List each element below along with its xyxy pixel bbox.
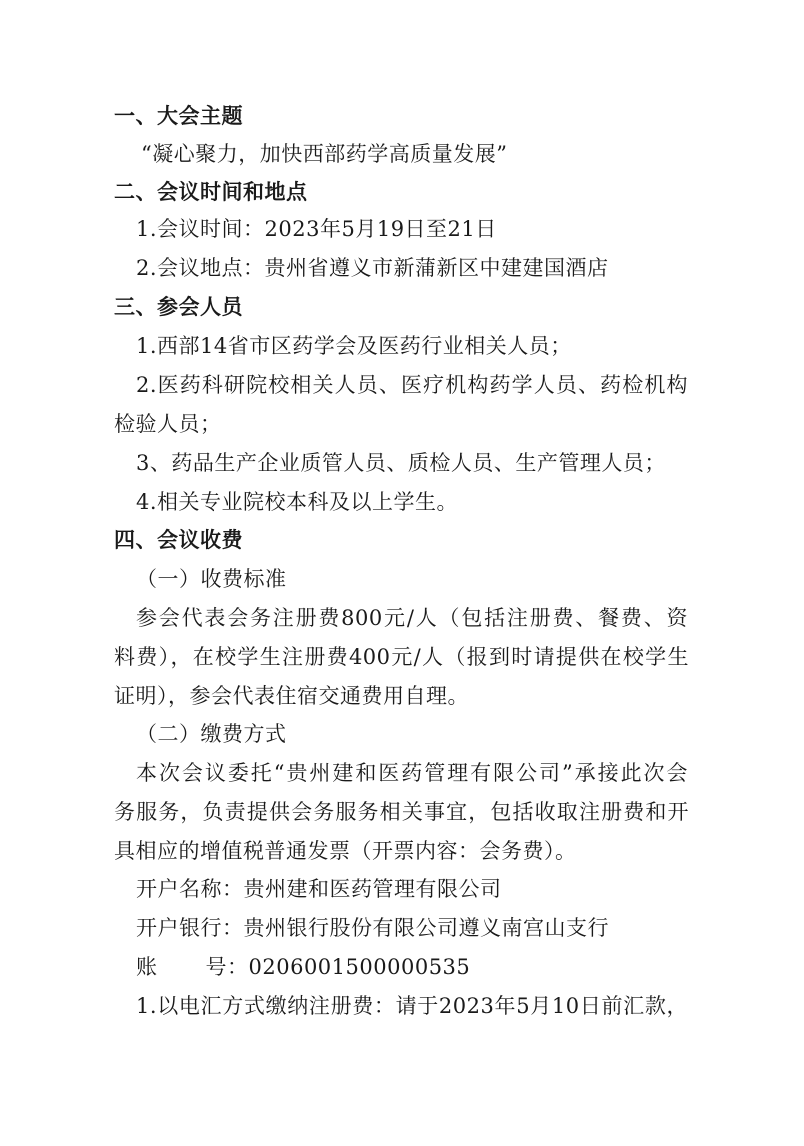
place-item: 2.会议地点：贵州省遵义市新蒲新区中建建国酒店 (136, 256, 609, 280)
attendee-item: 3、药品生产企业质管人员、质检人员、生产管理人员； (136, 451, 666, 475)
attendee-item: 2.医药科研院校相关人员、医疗机构药学人员、药检机构 (136, 373, 688, 397)
theme-text: “凝心聚力，加快西部药学高质量发展” (141, 142, 508, 166)
account-number: 0206001500000535 (248, 955, 471, 979)
section-heading-time-place: 二、会议时间和地点 (114, 180, 308, 204)
account-label-part-2: 号： (205, 955, 249, 979)
section-heading-attendees: 三、参会人员 (114, 295, 243, 319)
fee-standard-title: （一）收费标准 (136, 567, 287, 591)
account-label-part-1: 账 (136, 955, 158, 979)
payment-method-line: 务服务，负责提供会务服务相关事宜，包括收取注册费和开 (114, 800, 689, 824)
attendee-item: 1.西部14省市区药学会及医药行业相关人员； (136, 334, 572, 358)
fee-standard-line: 料费），在校学生注册费400元/人（报到时请提供在校学生 (114, 645, 689, 669)
payment-method-line: 本次会议委托“贵州建和医药管理有限公司”承接此次会 (136, 761, 688, 785)
attendee-item-continued: 检验人员； (114, 412, 222, 436)
bank-name: 开户银行：贵州银行股份有限公司遵义南宫山支行 (136, 916, 609, 940)
fee-standard-line: 参会代表会务注册费800元/人（包括注册费、餐费、资 (136, 606, 688, 630)
account-name: 开户名称：贵州建和医药管理有限公司 (136, 877, 502, 901)
payment-method-line: 具相应的增值税普通发票（开票内容：会务费）。 (114, 839, 577, 863)
payment-method-title: （二）缴费方式 (136, 722, 287, 746)
fee-standard-line: 证明），参会代表住宿交通费用自理。 (114, 684, 469, 708)
attendee-item: 4.相关专业院校本科及以上学生。 (136, 490, 459, 514)
section-heading-fees: 四、会议收费 (114, 528, 243, 552)
section-heading-theme: 一、大会主题 (114, 104, 243, 128)
account-number-row (136, 954, 470, 980)
wire-instruction: 1.以电汇方式缴纳注册费：请于2023年5月10日前汇款， (136, 994, 688, 1018)
time-item: 1.会议时间：2023年5月19日至21日 (136, 217, 497, 241)
